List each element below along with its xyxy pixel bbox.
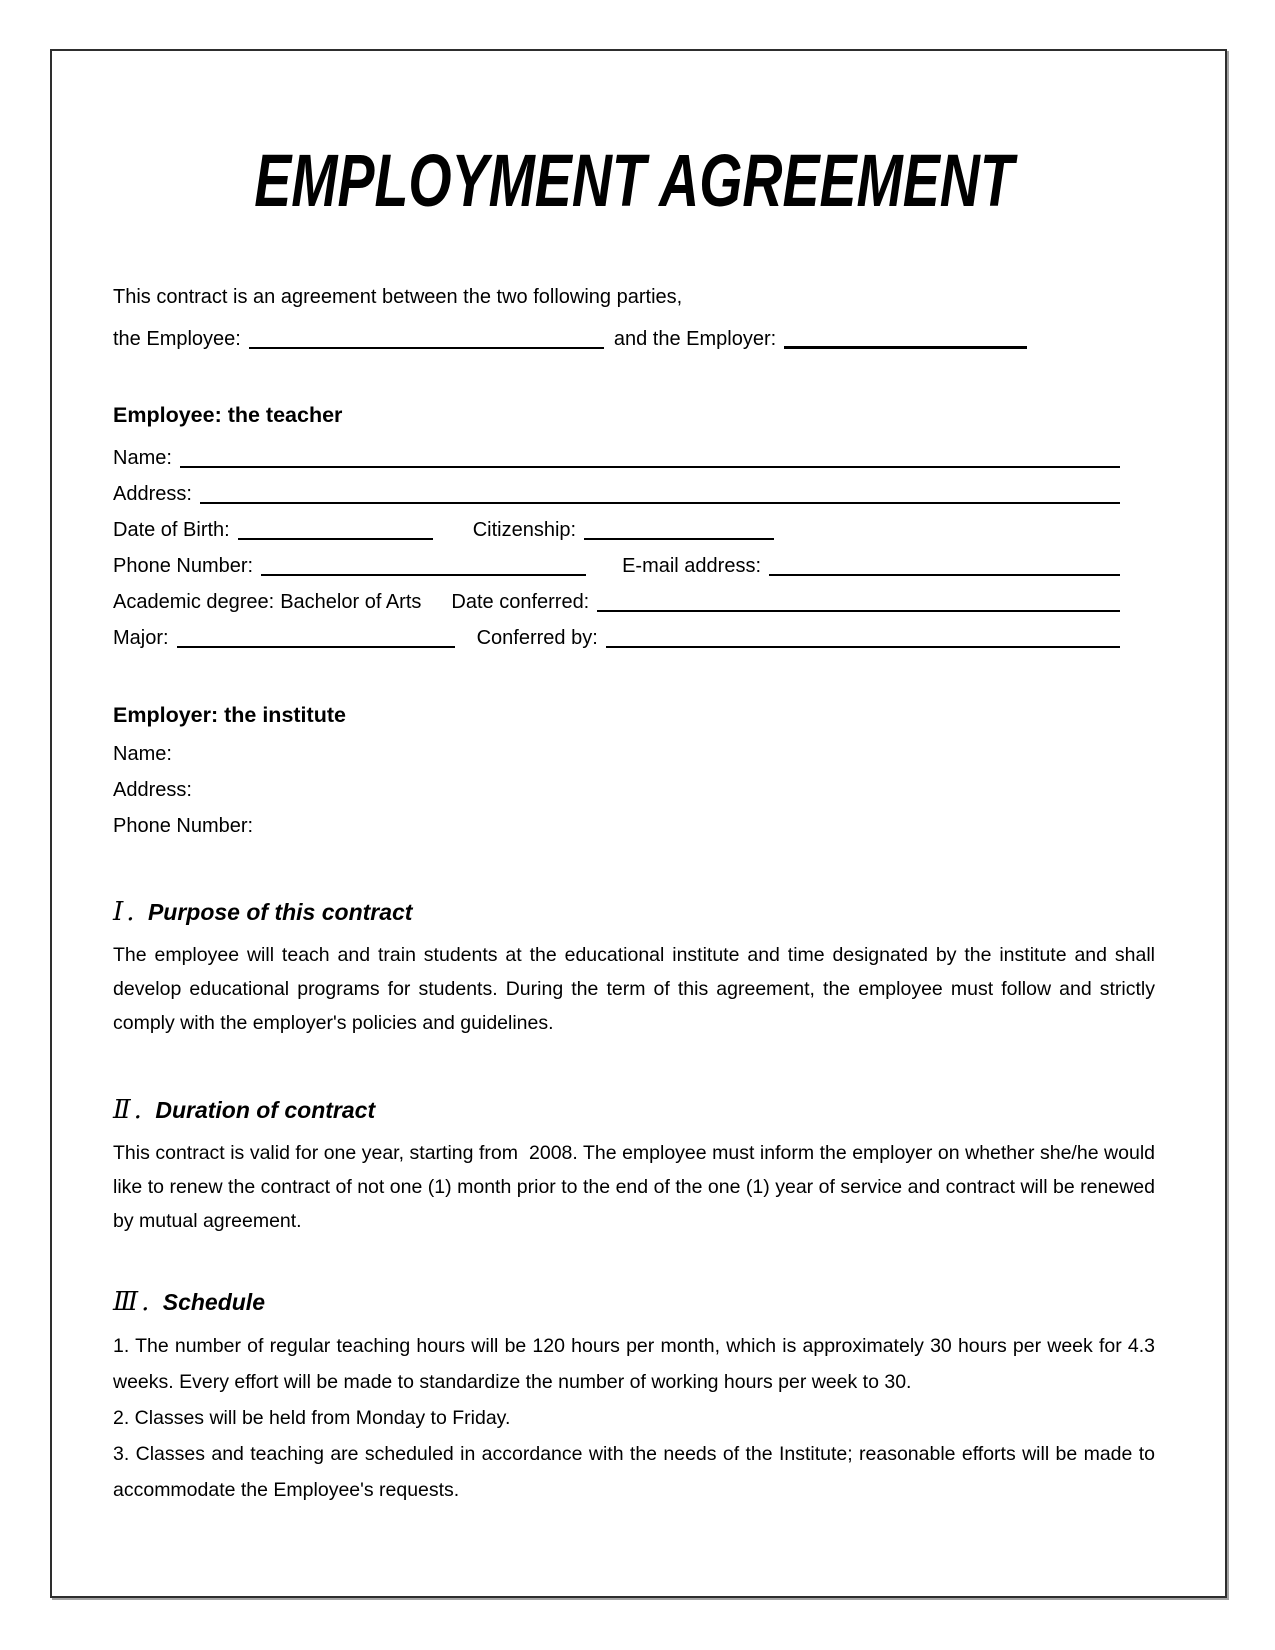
employee-party-label: the Employee: xyxy=(113,328,241,350)
employer-name-row xyxy=(113,736,1120,772)
phone-blank[interactable] xyxy=(261,574,586,576)
schedule-numeral: Ⅲ. xyxy=(113,1287,153,1317)
email-label: E-mail address: xyxy=(622,555,762,577)
section-purpose xyxy=(113,894,1155,1040)
duration-numeral: Ⅱ. xyxy=(113,1095,145,1125)
employee-degree-row xyxy=(113,584,1120,620)
employer-name-label: Name: xyxy=(113,743,172,765)
employer-section-heading: Employer: the institute xyxy=(113,703,346,727)
major-blank[interactable] xyxy=(177,646,455,648)
phone-label: Phone Number: xyxy=(113,555,254,577)
employer-fields xyxy=(113,736,1120,844)
duration-heading xyxy=(113,1092,1155,1128)
schedule-item-1: 1. The number of regular teaching hours will be 120 hours per month, which is approximately 30 hours per week for 4.3 weeks. Every effort will be made to standardize the number of working hours per week to 30. xyxy=(113,1335,1155,1393)
employer-phone-row xyxy=(113,808,1120,844)
purpose-body: The employee will teach and train students at the educational institute and time designated by the institute and shall develop educational programs for students. During the term of this agreement, the employee must follow and strictly comply with the employer's policies and guidelines. xyxy=(113,944,1155,1034)
citizenship-label: Citizenship: xyxy=(472,519,577,541)
conferred-by-label: Conferred by: xyxy=(476,627,598,649)
intro-block xyxy=(113,276,1155,360)
email-blank[interactable] xyxy=(769,574,1120,576)
employee-fields xyxy=(113,440,1120,656)
conferred-by-blank[interactable] xyxy=(606,646,1120,648)
degree-label: Academic degree: xyxy=(113,591,275,613)
purpose-heading xyxy=(113,894,1155,930)
employee-name-row xyxy=(113,440,1120,476)
parties-line xyxy=(113,318,1155,360)
employer-name-blank[interactable] xyxy=(784,346,1027,349)
employee-phone-row xyxy=(113,548,1120,584)
degree-value: Bachelor of Arts xyxy=(280,591,422,613)
address-label: Address: xyxy=(113,483,192,505)
duration-body: This contract is valid for one year, starting from 2008. The employee must inform the employer on whether she/he would like to renew the contract of not one (1) month prior to the end of the one (1) year of service and contract will be renewed by mutual agreement. xyxy=(113,1142,1155,1232)
employee-major-row xyxy=(113,620,1120,656)
intro-line: This contract is an agreement between the two following parties, xyxy=(113,286,683,308)
document-title: EMPLOYMENT AGREEMENT xyxy=(254,139,1014,222)
schedule-heading xyxy=(113,1284,1155,1320)
name-label: Name: xyxy=(113,447,172,469)
schedule-items xyxy=(113,1328,1155,1508)
employee-name-blank[interactable] xyxy=(249,347,604,349)
address-blank[interactable] xyxy=(200,502,1120,504)
name-blank[interactable] xyxy=(180,466,1120,468)
employer-address-row xyxy=(113,772,1120,808)
employee-dob-row xyxy=(113,512,1120,548)
employee-section-heading: Employee: the teacher xyxy=(113,403,343,427)
section-duration xyxy=(113,1092,1155,1238)
dob-blank[interactable] xyxy=(238,538,433,540)
employer-phone-label: Phone Number: xyxy=(113,815,254,837)
date-conferred-label: Date conferred: xyxy=(451,591,590,613)
schedule-item-2: 2. Classes will be held from Monday to Friday. xyxy=(113,1407,511,1429)
schedule-item-3: 3. Classes and teaching are scheduled in accordance with the needs of the Institute; reasonable efforts will be made to accommodate the Employee's requests. xyxy=(113,1443,1155,1501)
employee-address-row xyxy=(113,476,1120,512)
section-schedule xyxy=(113,1284,1155,1508)
major-label: Major: xyxy=(113,627,169,649)
purpose-heading-text: Purpose of this contract xyxy=(147,899,413,925)
schedule-heading-text: Schedule xyxy=(162,1289,265,1315)
purpose-numeral: Ⅰ. xyxy=(113,897,138,927)
date-conferred-blank[interactable] xyxy=(597,610,1120,612)
citizenship-blank[interactable] xyxy=(584,538,774,540)
employer-party-label: and the Employer: xyxy=(613,328,777,350)
dob-label: Date of Birth: xyxy=(113,519,230,541)
duration-heading-text: Duration of contract xyxy=(155,1097,376,1123)
employer-address-label: Address: xyxy=(113,779,192,801)
